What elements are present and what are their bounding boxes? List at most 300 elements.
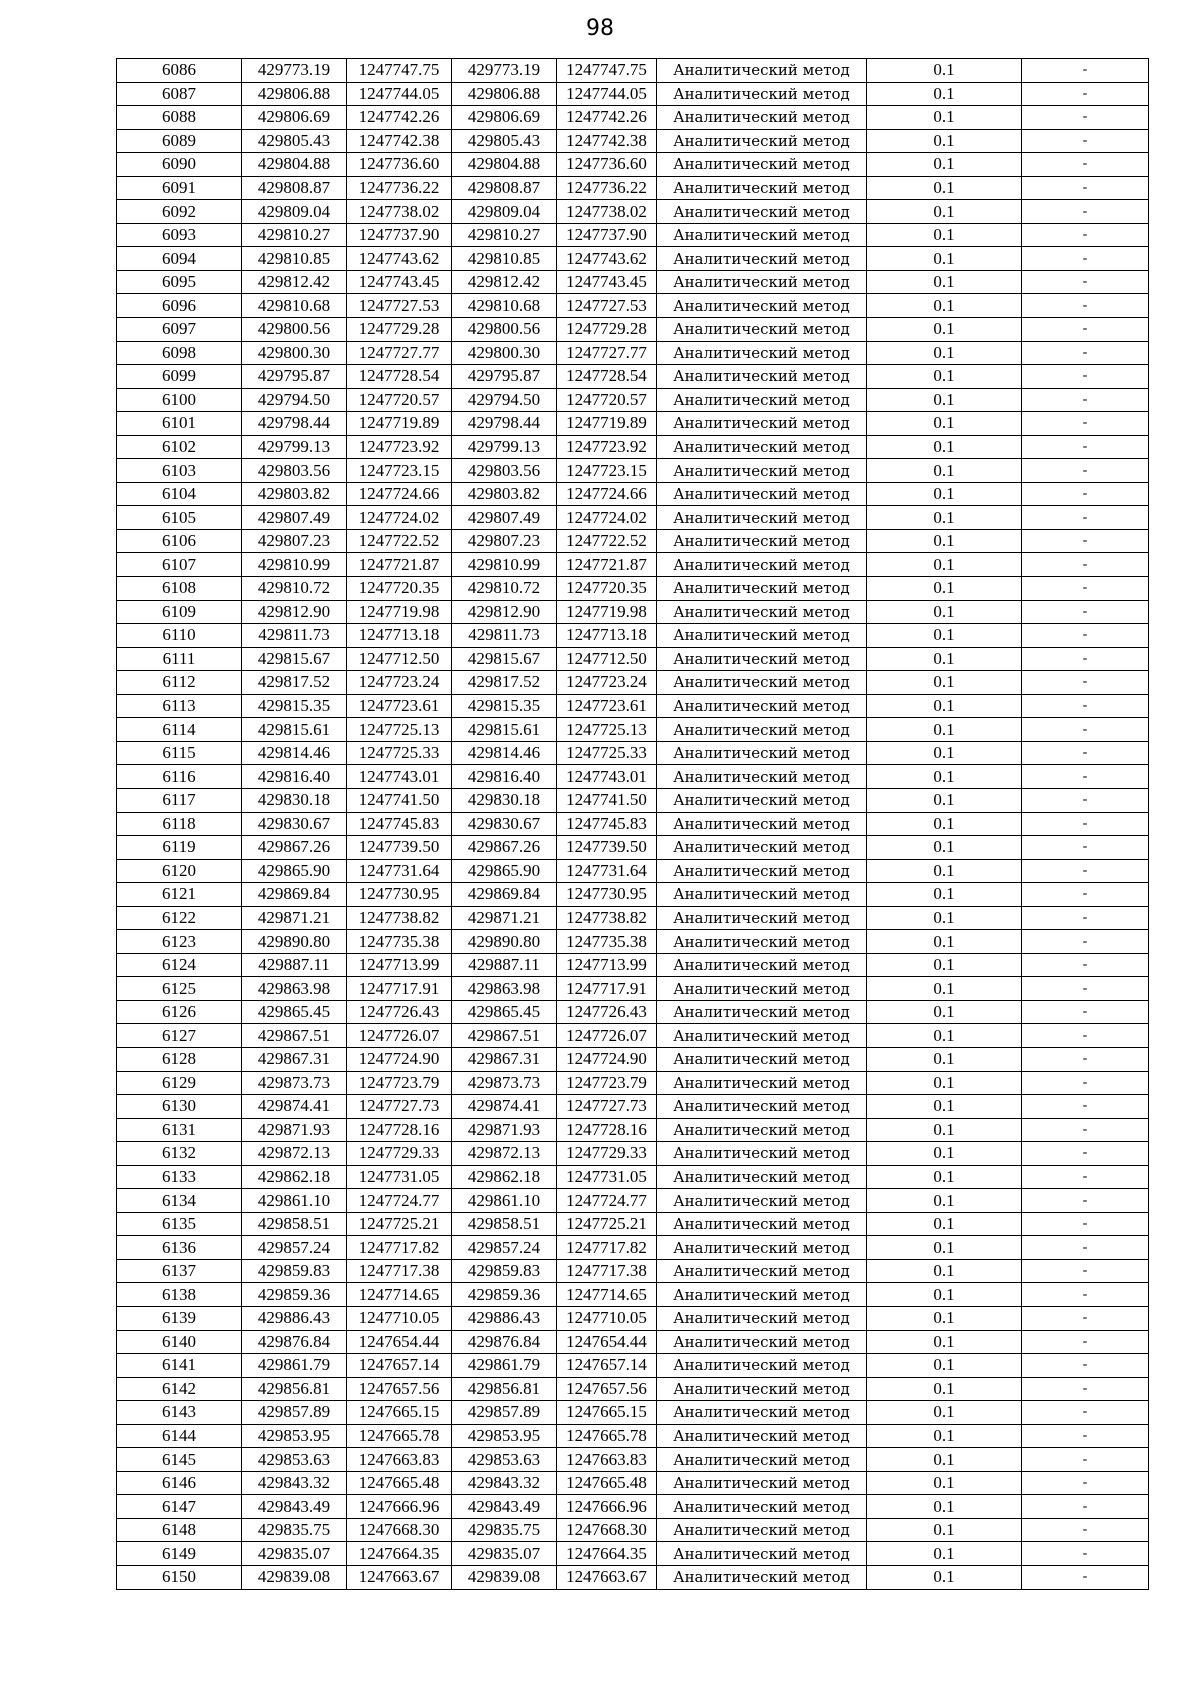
y-coordinate-cell: 1247717.38	[557, 1259, 657, 1283]
table-row	[117, 1518, 1149, 1542]
y-coordinate-cell: 1247745.83	[557, 812, 657, 836]
point-number-cell: 6112	[117, 671, 242, 695]
x-coordinate-cell: 429798.44	[452, 412, 557, 436]
accuracy-cell: 0.1	[867, 953, 1022, 977]
note-cell: -	[1022, 1542, 1149, 1566]
accuracy-cell: 0.1	[867, 1071, 1022, 1095]
x-coordinate-cell: 429808.87	[242, 176, 347, 200]
note-cell: -	[1022, 930, 1149, 954]
y-coordinate-cell: 1247741.50	[347, 788, 452, 812]
x-coordinate-cell: 429867.31	[452, 1047, 557, 1071]
table-row	[117, 1259, 1149, 1283]
method-cell: Аналитический метод	[657, 223, 867, 247]
method-cell: Аналитический метод	[657, 176, 867, 200]
y-coordinate-cell: 1247739.50	[347, 836, 452, 860]
x-coordinate-cell: 429853.63	[242, 1448, 347, 1472]
x-coordinate-cell: 429806.69	[242, 106, 347, 130]
x-coordinate-cell: 429806.88	[452, 82, 557, 106]
table-row	[117, 506, 1149, 530]
y-coordinate-cell: 1247731.64	[347, 859, 452, 883]
y-coordinate-cell: 1247741.50	[557, 788, 657, 812]
y-coordinate-cell: 1247663.83	[347, 1448, 452, 1472]
note-cell: -	[1022, 59, 1149, 83]
y-coordinate-cell: 1247719.89	[557, 412, 657, 436]
x-coordinate-cell: 429817.52	[452, 671, 557, 695]
method-cell: Аналитический метод	[657, 1283, 867, 1307]
method-cell: Аналитический метод	[657, 459, 867, 483]
point-number-cell: 6140	[117, 1330, 242, 1354]
x-coordinate-cell: 429806.88	[242, 82, 347, 106]
method-cell: Аналитический метод	[657, 671, 867, 695]
note-cell: -	[1022, 836, 1149, 860]
x-coordinate-cell: 429890.80	[452, 930, 557, 954]
method-cell: Аналитический метод	[657, 1071, 867, 1095]
point-number-cell: 6105	[117, 506, 242, 530]
x-coordinate-cell: 429803.82	[452, 482, 557, 506]
x-coordinate-cell: 429872.13	[242, 1142, 347, 1166]
y-coordinate-cell: 1247663.67	[557, 1566, 657, 1590]
y-coordinate-cell: 1247717.91	[557, 977, 657, 1001]
method-cell: Аналитический метод	[657, 1212, 867, 1236]
note-cell: -	[1022, 1212, 1149, 1236]
note-cell: -	[1022, 1071, 1149, 1095]
x-coordinate-cell: 429859.83	[452, 1259, 557, 1283]
point-number-cell: 6109	[117, 600, 242, 624]
point-number-cell: 6088	[117, 106, 242, 130]
y-coordinate-cell: 1247712.50	[557, 647, 657, 671]
method-cell: Аналитический метод	[657, 694, 867, 718]
point-number-cell: 6103	[117, 459, 242, 483]
y-coordinate-cell: 1247719.89	[347, 412, 452, 436]
method-cell: Аналитический метод	[657, 1448, 867, 1472]
point-number-cell: 6127	[117, 1024, 242, 1048]
note-cell: -	[1022, 482, 1149, 506]
x-coordinate-cell: 429859.36	[242, 1283, 347, 1307]
method-cell: Аналитический метод	[657, 577, 867, 601]
method-cell: Аналитический метод	[657, 1118, 867, 1142]
method-cell: Аналитический метод	[657, 1542, 867, 1566]
note-cell: -	[1022, 1354, 1149, 1378]
y-coordinate-cell: 1247710.05	[557, 1306, 657, 1330]
accuracy-cell: 0.1	[867, 247, 1022, 271]
point-number-cell: 6093	[117, 223, 242, 247]
y-coordinate-cell: 1247665.15	[557, 1401, 657, 1425]
y-coordinate-cell: 1247729.28	[557, 318, 657, 342]
point-number-cell: 6106	[117, 529, 242, 553]
point-number-cell: 6117	[117, 788, 242, 812]
point-number-cell: 6130	[117, 1095, 242, 1119]
note-cell: -	[1022, 1401, 1149, 1425]
accuracy-cell: 0.1	[867, 1095, 1022, 1119]
accuracy-cell: 0.1	[867, 82, 1022, 106]
y-coordinate-cell: 1247713.18	[557, 624, 657, 648]
accuracy-cell: 0.1	[867, 318, 1022, 342]
note-cell: -	[1022, 812, 1149, 836]
note-cell: -	[1022, 1047, 1149, 1071]
x-coordinate-cell: 429817.52	[242, 671, 347, 695]
x-coordinate-cell: 429810.27	[242, 223, 347, 247]
point-number-cell: 6086	[117, 59, 242, 83]
accuracy-cell: 0.1	[867, 1330, 1022, 1354]
accuracy-cell: 0.1	[867, 1047, 1022, 1071]
note-cell: -	[1022, 129, 1149, 153]
note-cell: -	[1022, 1448, 1149, 1472]
note-cell: -	[1022, 1377, 1149, 1401]
y-coordinate-cell: 1247738.82	[347, 906, 452, 930]
table-row	[117, 82, 1149, 106]
note-cell: -	[1022, 1518, 1149, 1542]
table-row	[117, 459, 1149, 483]
accuracy-cell: 0.1	[867, 129, 1022, 153]
note-cell: -	[1022, 624, 1149, 648]
note-cell: -	[1022, 1118, 1149, 1142]
y-coordinate-cell: 1247728.16	[557, 1118, 657, 1142]
point-number-cell: 6119	[117, 836, 242, 860]
method-cell: Аналитический метод	[657, 1259, 867, 1283]
method-cell: Аналитический метод	[657, 765, 867, 789]
method-cell: Аналитический метод	[657, 1095, 867, 1119]
y-coordinate-cell: 1247742.26	[557, 106, 657, 130]
method-cell: Аналитический метод	[657, 106, 867, 130]
x-coordinate-cell: 429810.99	[452, 553, 557, 577]
accuracy-cell: 0.1	[867, 1518, 1022, 1542]
y-coordinate-cell: 1247717.91	[347, 977, 452, 1001]
y-coordinate-cell: 1247713.99	[347, 953, 452, 977]
point-number-cell: 6123	[117, 930, 242, 954]
point-number-cell: 6134	[117, 1189, 242, 1213]
x-coordinate-cell: 429865.90	[242, 859, 347, 883]
table-row	[117, 270, 1149, 294]
note-cell: -	[1022, 1142, 1149, 1166]
method-cell: Аналитический метод	[657, 1236, 867, 1260]
method-cell: Аналитический метод	[657, 1306, 867, 1330]
x-coordinate-cell: 429856.81	[242, 1377, 347, 1401]
x-coordinate-cell: 429816.40	[242, 765, 347, 789]
table-row	[117, 1401, 1149, 1425]
y-coordinate-cell: 1247726.43	[557, 1000, 657, 1024]
accuracy-cell: 0.1	[867, 1189, 1022, 1213]
x-coordinate-cell: 429810.68	[452, 294, 557, 318]
method-cell: Аналитический метод	[657, 341, 867, 365]
note-cell: -	[1022, 106, 1149, 130]
x-coordinate-cell: 429810.27	[452, 223, 557, 247]
x-coordinate-cell: 429890.80	[242, 930, 347, 954]
x-coordinate-cell: 429815.35	[242, 694, 347, 718]
accuracy-cell: 0.1	[867, 529, 1022, 553]
accuracy-cell: 0.1	[867, 694, 1022, 718]
x-coordinate-cell: 429867.31	[242, 1047, 347, 1071]
x-coordinate-cell: 429807.23	[452, 529, 557, 553]
note-cell: -	[1022, 82, 1149, 106]
x-coordinate-cell: 429839.08	[242, 1566, 347, 1590]
accuracy-cell: 0.1	[867, 624, 1022, 648]
y-coordinate-cell: 1247665.48	[347, 1471, 452, 1495]
y-coordinate-cell: 1247738.82	[557, 906, 657, 930]
point-number-cell: 6111	[117, 647, 242, 671]
table-row	[117, 600, 1149, 624]
point-number-cell: 6129	[117, 1071, 242, 1095]
y-coordinate-cell: 1247727.53	[347, 294, 452, 318]
y-coordinate-cell: 1247738.02	[557, 200, 657, 224]
method-cell: Аналитический метод	[657, 953, 867, 977]
method-cell: Аналитический метод	[657, 741, 867, 765]
table-row	[117, 788, 1149, 812]
y-coordinate-cell: 1247712.50	[347, 647, 452, 671]
y-coordinate-cell: 1247725.33	[347, 741, 452, 765]
table-row	[117, 153, 1149, 177]
x-coordinate-cell: 429867.26	[242, 836, 347, 860]
y-coordinate-cell: 1247735.38	[557, 930, 657, 954]
x-coordinate-cell: 429862.18	[242, 1165, 347, 1189]
y-coordinate-cell: 1247738.02	[347, 200, 452, 224]
y-coordinate-cell: 1247713.18	[347, 624, 452, 648]
accuracy-cell: 0.1	[867, 1118, 1022, 1142]
accuracy-cell: 0.1	[867, 223, 1022, 247]
point-number-cell: 6097	[117, 318, 242, 342]
point-number-cell: 6137	[117, 1259, 242, 1283]
x-coordinate-cell: 429843.32	[242, 1471, 347, 1495]
point-number-cell: 6113	[117, 694, 242, 718]
note-cell: -	[1022, 906, 1149, 930]
note-cell: -	[1022, 341, 1149, 365]
table-row	[117, 223, 1149, 247]
method-cell: Аналитический метод	[657, 412, 867, 436]
method-cell: Аналитический метод	[657, 435, 867, 459]
x-coordinate-cell: 429807.49	[452, 506, 557, 530]
y-coordinate-cell: 1247724.66	[557, 482, 657, 506]
x-coordinate-cell: 429805.43	[242, 129, 347, 153]
accuracy-cell: 0.1	[867, 671, 1022, 695]
accuracy-cell: 0.1	[867, 1000, 1022, 1024]
x-coordinate-cell: 429810.68	[242, 294, 347, 318]
point-number-cell: 6121	[117, 883, 242, 907]
table-body	[117, 59, 1149, 1590]
x-coordinate-cell: 429830.67	[242, 812, 347, 836]
method-cell: Аналитический метод	[657, 318, 867, 342]
y-coordinate-cell: 1247729.28	[347, 318, 452, 342]
note-cell: -	[1022, 223, 1149, 247]
x-coordinate-cell: 429865.45	[452, 1000, 557, 1024]
note-cell: -	[1022, 741, 1149, 765]
table-row	[117, 365, 1149, 389]
x-coordinate-cell: 429853.95	[452, 1424, 557, 1448]
accuracy-cell: 0.1	[867, 859, 1022, 883]
accuracy-cell: 0.1	[867, 1165, 1022, 1189]
table-row	[117, 812, 1149, 836]
accuracy-cell: 0.1	[867, 1236, 1022, 1260]
x-coordinate-cell: 429857.24	[452, 1236, 557, 1260]
point-number-cell: 6110	[117, 624, 242, 648]
accuracy-cell: 0.1	[867, 765, 1022, 789]
x-coordinate-cell: 429843.49	[452, 1495, 557, 1519]
point-number-cell: 6102	[117, 435, 242, 459]
y-coordinate-cell: 1247663.83	[557, 1448, 657, 1472]
y-coordinate-cell: 1247714.65	[347, 1283, 452, 1307]
method-cell: Аналитический метод	[657, 1330, 867, 1354]
method-cell: Аналитический метод	[657, 1518, 867, 1542]
y-coordinate-cell: 1247663.67	[347, 1566, 452, 1590]
x-coordinate-cell: 429815.61	[242, 718, 347, 742]
x-coordinate-cell: 429835.75	[242, 1518, 347, 1542]
accuracy-cell: 0.1	[867, 459, 1022, 483]
x-coordinate-cell: 429857.89	[452, 1401, 557, 1425]
method-cell: Аналитический метод	[657, 600, 867, 624]
y-coordinate-cell: 1247727.53	[557, 294, 657, 318]
y-coordinate-cell: 1247723.15	[347, 459, 452, 483]
x-coordinate-cell: 429863.98	[242, 977, 347, 1001]
note-cell: -	[1022, 506, 1149, 530]
table-row	[117, 318, 1149, 342]
table-row	[117, 1071, 1149, 1095]
x-coordinate-cell: 429810.99	[242, 553, 347, 577]
x-coordinate-cell: 429857.24	[242, 1236, 347, 1260]
y-coordinate-cell: 1247710.05	[347, 1306, 452, 1330]
x-coordinate-cell: 429871.93	[242, 1118, 347, 1142]
point-number-cell: 6124	[117, 953, 242, 977]
x-coordinate-cell: 429858.51	[242, 1212, 347, 1236]
method-cell: Аналитический метод	[657, 1377, 867, 1401]
note-cell: -	[1022, 553, 1149, 577]
accuracy-cell: 0.1	[867, 1283, 1022, 1307]
y-coordinate-cell: 1247665.15	[347, 1401, 452, 1425]
method-cell: Аналитический метод	[657, 388, 867, 412]
x-coordinate-cell: 429867.26	[452, 836, 557, 860]
table-row	[117, 930, 1149, 954]
note-cell: -	[1022, 365, 1149, 389]
point-number-cell: 6143	[117, 1401, 242, 1425]
method-cell: Аналитический метод	[657, 82, 867, 106]
x-coordinate-cell: 429804.88	[242, 153, 347, 177]
y-coordinate-cell: 1247727.73	[347, 1095, 452, 1119]
accuracy-cell: 0.1	[867, 1401, 1022, 1425]
table-row	[117, 247, 1149, 271]
y-coordinate-cell: 1247735.38	[347, 930, 452, 954]
x-coordinate-cell: 429865.45	[242, 1000, 347, 1024]
table-row	[117, 577, 1149, 601]
y-coordinate-cell: 1247736.60	[347, 153, 452, 177]
y-coordinate-cell: 1247742.38	[347, 129, 452, 153]
x-coordinate-cell: 429873.73	[452, 1071, 557, 1095]
table-row	[117, 1165, 1149, 1189]
y-coordinate-cell: 1247730.95	[557, 883, 657, 907]
note-cell: -	[1022, 1189, 1149, 1213]
x-coordinate-cell: 429809.04	[242, 200, 347, 224]
table-row	[117, 435, 1149, 459]
x-coordinate-cell: 429871.21	[242, 906, 347, 930]
table-row	[117, 1448, 1149, 1472]
note-cell: -	[1022, 647, 1149, 671]
table-row	[117, 59, 1149, 83]
x-coordinate-cell: 429865.90	[452, 859, 557, 883]
y-coordinate-cell: 1247742.26	[347, 106, 452, 130]
y-coordinate-cell: 1247666.96	[557, 1495, 657, 1519]
table-row	[117, 1189, 1149, 1213]
y-coordinate-cell: 1247665.78	[557, 1424, 657, 1448]
accuracy-cell: 0.1	[867, 1142, 1022, 1166]
x-coordinate-cell: 429830.18	[242, 788, 347, 812]
accuracy-cell: 0.1	[867, 553, 1022, 577]
point-number-cell: 6115	[117, 741, 242, 765]
y-coordinate-cell: 1247744.05	[557, 82, 657, 106]
method-cell: Аналитический метод	[657, 1495, 867, 1519]
y-coordinate-cell: 1247724.66	[347, 482, 452, 506]
x-coordinate-cell: 429861.79	[452, 1354, 557, 1378]
y-coordinate-cell: 1247722.52	[557, 529, 657, 553]
y-coordinate-cell: 1247657.56	[557, 1377, 657, 1401]
x-coordinate-cell: 429874.41	[242, 1095, 347, 1119]
point-number-cell: 6144	[117, 1424, 242, 1448]
y-coordinate-cell: 1247665.78	[347, 1424, 452, 1448]
note-cell: -	[1022, 788, 1149, 812]
y-coordinate-cell: 1247657.14	[347, 1354, 452, 1378]
x-coordinate-cell: 429859.36	[452, 1283, 557, 1307]
point-number-cell: 6126	[117, 1000, 242, 1024]
x-coordinate-cell: 429887.11	[452, 953, 557, 977]
y-coordinate-cell: 1247713.99	[557, 953, 657, 977]
x-coordinate-cell: 429830.67	[452, 812, 557, 836]
x-coordinate-cell: 429773.19	[452, 59, 557, 83]
y-coordinate-cell: 1247731.05	[347, 1165, 452, 1189]
table-row	[117, 671, 1149, 695]
accuracy-cell: 0.1	[867, 788, 1022, 812]
y-coordinate-cell: 1247720.35	[557, 577, 657, 601]
accuracy-cell: 0.1	[867, 647, 1022, 671]
y-coordinate-cell: 1247742.38	[557, 129, 657, 153]
x-coordinate-cell: 429862.18	[452, 1165, 557, 1189]
x-coordinate-cell: 429794.50	[452, 388, 557, 412]
point-number-cell: 6116	[117, 765, 242, 789]
y-coordinate-cell: 1247725.33	[557, 741, 657, 765]
table-row	[117, 859, 1149, 883]
point-number-cell: 6132	[117, 1142, 242, 1166]
y-coordinate-cell: 1247668.30	[557, 1518, 657, 1542]
method-cell: Аналитический метод	[657, 1401, 867, 1425]
table-row	[117, 106, 1149, 130]
point-number-cell: 6120	[117, 859, 242, 883]
note-cell: -	[1022, 1495, 1149, 1519]
note-cell: -	[1022, 153, 1149, 177]
y-coordinate-cell: 1247723.15	[557, 459, 657, 483]
table-row	[117, 1330, 1149, 1354]
note-cell: -	[1022, 294, 1149, 318]
accuracy-cell: 0.1	[867, 412, 1022, 436]
table-row	[117, 412, 1149, 436]
y-coordinate-cell: 1247739.50	[557, 836, 657, 860]
y-coordinate-cell: 1247664.35	[557, 1542, 657, 1566]
x-coordinate-cell: 429871.21	[452, 906, 557, 930]
y-coordinate-cell: 1247743.62	[347, 247, 452, 271]
x-coordinate-cell: 429808.87	[452, 176, 557, 200]
y-coordinate-cell: 1247727.73	[557, 1095, 657, 1119]
y-coordinate-cell: 1247736.22	[557, 176, 657, 200]
point-number-cell: 6135	[117, 1212, 242, 1236]
y-coordinate-cell: 1247724.02	[557, 506, 657, 530]
method-cell: Аналитический метод	[657, 59, 867, 83]
method-cell: Аналитический метод	[657, 647, 867, 671]
y-coordinate-cell: 1247731.64	[557, 859, 657, 883]
y-coordinate-cell: 1247723.61	[347, 694, 452, 718]
y-coordinate-cell: 1247726.07	[347, 1024, 452, 1048]
point-number-cell: 6114	[117, 718, 242, 742]
accuracy-cell: 0.1	[867, 388, 1022, 412]
method-cell: Аналитический метод	[657, 788, 867, 812]
x-coordinate-cell: 429804.88	[452, 153, 557, 177]
note-cell: -	[1022, 247, 1149, 271]
note-cell: -	[1022, 859, 1149, 883]
y-coordinate-cell: 1247724.90	[557, 1047, 657, 1071]
x-coordinate-cell: 429861.10	[242, 1189, 347, 1213]
note-cell: -	[1022, 1236, 1149, 1260]
